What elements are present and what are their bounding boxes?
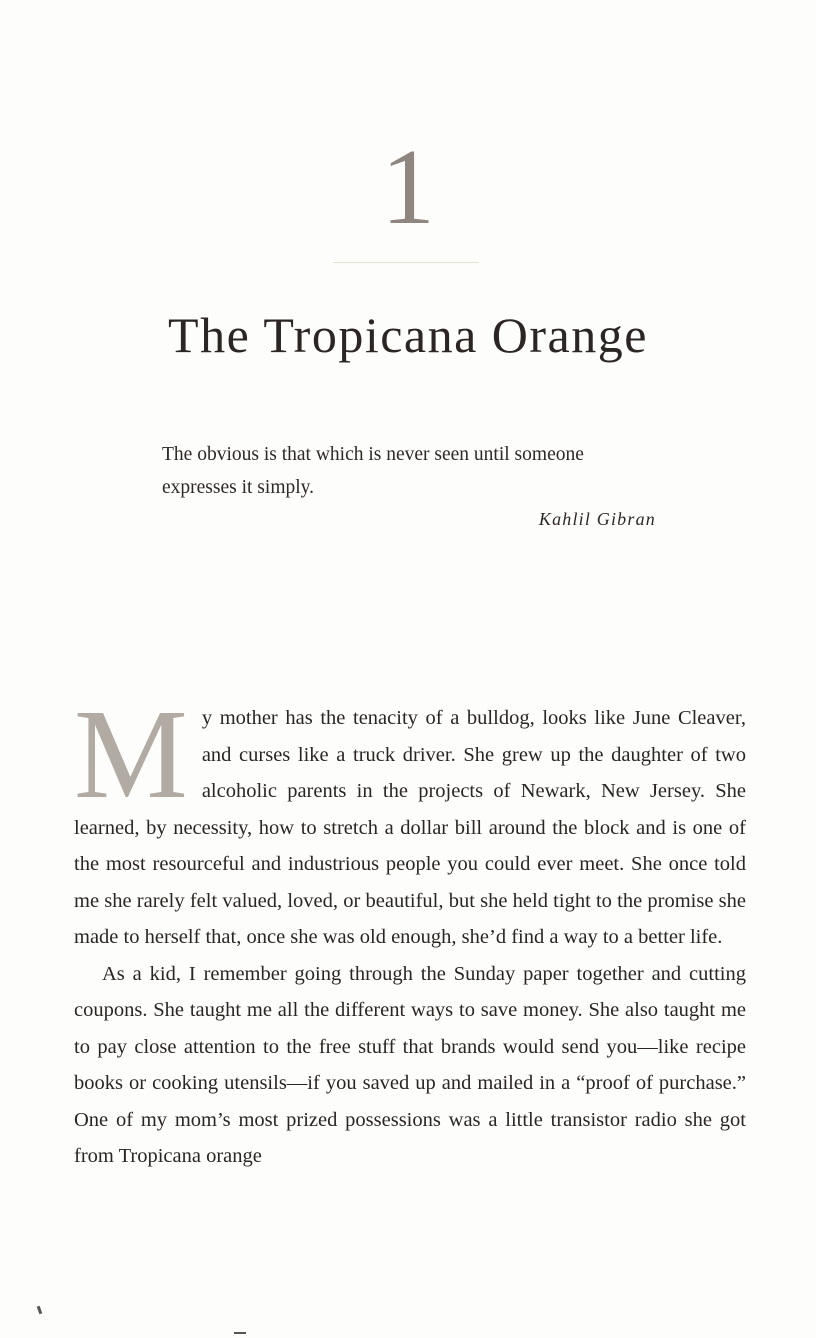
- drop-cap: M: [74, 683, 188, 825]
- chapter-body: [74, 683, 746, 1175]
- scan-speck: [37, 1306, 43, 1315]
- epigraph-quote: The obvious is that which is never seen until someone expresses it simply.: [162, 444, 584, 498]
- scan-speck: [234, 1332, 246, 1334]
- chapter-divider: [333, 262, 479, 263]
- chapter-title: The Tropicana Orange: [168, 307, 648, 363]
- chapter-number: 1: [381, 128, 435, 247]
- body-paragraph-1-text: y mother has the tenacity of a bulldog, looks like June Cleaver, and curses like a truck driver. She grew up the daughter of two alcoholic parents in the projects of Newark, New Jersey. She learned, by necessity, how to stretch a dollar bill around the block and is one of the most resourceful and industrious people you could ever meet. She once told me she rarely felt valued, loved, or beautiful, but she held tight to the promise she made to herself that, once she was old enough, she’d find a way to a better life.: [74, 707, 746, 948]
- body-paragraph-2: As a kid, I remember going through the Sunday paper together and cutting coupons. She taught me all the different ways to save money. She also taught me to pay close attention to the free stuff that brands would send you—like recipe books or cooking utensils—if you saved up and mailed in a “proof of purchase.” One of my mom’s most prized possessions was a little transistor radio she got from Tropicana orange: [74, 962, 746, 1167]
- epigraph-attribution: Kahlil Gibran: [538, 509, 656, 529]
- body-paragraph-1: [74, 683, 746, 956]
